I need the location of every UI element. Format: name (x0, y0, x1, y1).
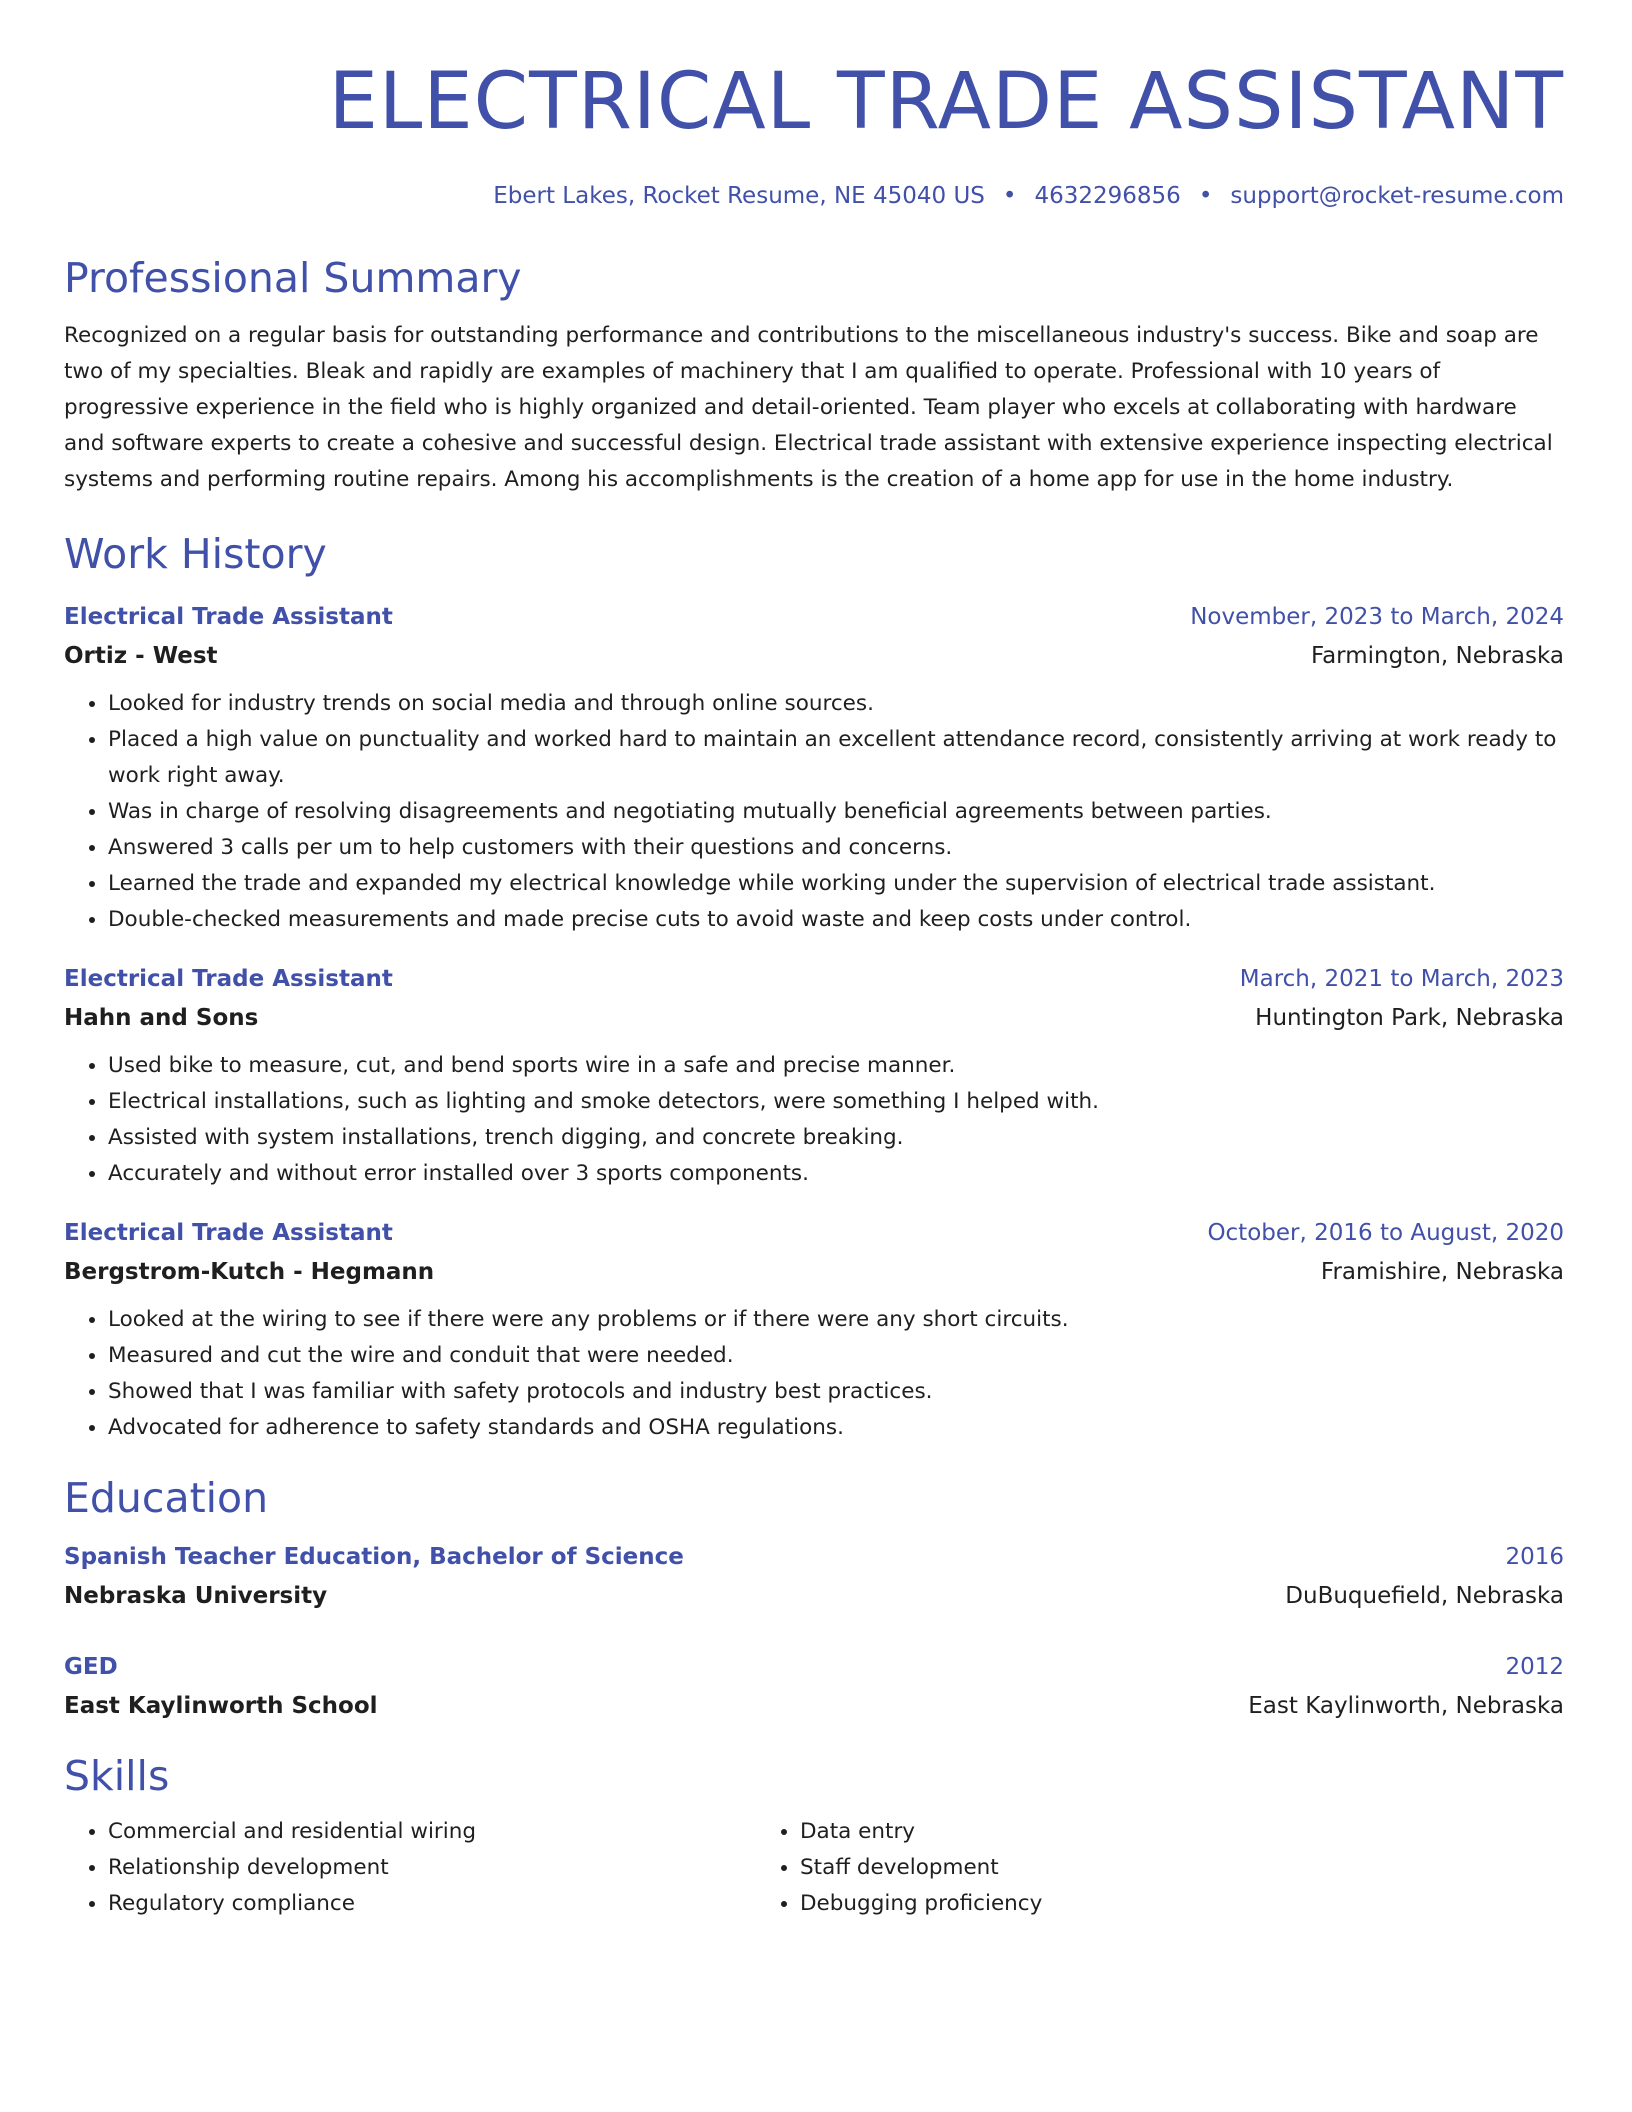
summary-section (64, 250, 1564, 498)
contact-email: support@rocket-resume.com (1230, 183, 1564, 209)
contact-line (64, 180, 1564, 212)
education-degree: Spanish Teacher Education, Bachelor of Science (64, 1544, 684, 1570)
job-dates: November, 2023 to March, 2024 (1190, 604, 1564, 630)
job-entry (64, 1214, 1564, 1446)
job-duty: • Placed a high value on punctuality and worked hard to maintain an excellent attendance record, consistently arriving at work ready to work right away. (108, 722, 1564, 794)
contact-separator: • (1198, 183, 1213, 209)
job-location: Framishire, Nebraska (1320, 1259, 1564, 1285)
contact-phone: 4632296856 (1034, 183, 1181, 209)
work-history-section (64, 526, 1564, 1446)
job-duties (64, 686, 1564, 938)
job-duty: • Assisted with system installations, trench digging, and concrete breaking. (108, 1120, 1564, 1156)
job-duties (64, 1048, 1564, 1192)
job-location: Farmington, Nebraska (1310, 643, 1564, 669)
job-title: Electrical Trade Assistant (64, 604, 393, 630)
job-duty: • Used bike to measure, cut, and bend sports wire in a safe and precise manner. (108, 1048, 1564, 1084)
job-duty: • Accurately and without error installed over 3 sports components. (108, 1156, 1564, 1192)
skills-list-left (64, 1814, 756, 1922)
skills-title: Skills (64, 1752, 170, 1800)
education-section (64, 1470, 1564, 1726)
skills-list-right (756, 1814, 1448, 1922)
job-duty: • Advocated for adherence to safety standards and OSHA regulations. (108, 1410, 1564, 1446)
contact-address: Ebert Lakes, Rocket Resume, NE 45040 US (493, 183, 985, 209)
skills-section (64, 1748, 1564, 1922)
skill-item: • Debugging proficiency (800, 1886, 1448, 1922)
education-year: 2016 (1505, 1544, 1564, 1570)
education-school: Nebraska University (64, 1583, 328, 1609)
skill-item: • Staff development (800, 1850, 1448, 1886)
job-duty: • Showed that I was familiar with safety protocols and industry best practices. (108, 1374, 1564, 1410)
skills-columns (64, 1814, 1564, 1922)
summary-title: Professional Summary (64, 254, 522, 302)
job-entry (64, 960, 1564, 1192)
education-location: East Kaylinworth, Nebraska (1248, 1693, 1564, 1719)
work-history-title: Work History (64, 530, 327, 578)
job-duty: • Looked at the wiring to see if there were any problems or if there were any short circuits. (108, 1302, 1564, 1338)
job-duty: • Looked for industry trends on social media and through online sources. (108, 686, 1564, 722)
job-company: Bergstrom-Kutch - Hegmann (64, 1259, 435, 1285)
job-dates: October, 2016 to August, 2020 (1207, 1220, 1564, 1246)
education-degree: GED (64, 1654, 118, 1680)
job-duty: • Learned the trade and expanded my electrical knowledge while working under the supervision of electrical trade assistant. (108, 866, 1564, 902)
job-duty: • Measured and cut the wire and conduit that were needed. (108, 1338, 1564, 1374)
education-title: Education (64, 1474, 269, 1522)
job-title: Electrical Trade Assistant (64, 1220, 393, 1246)
candidate-name: ELECTRICAL TRADE ASSISTANT (328, 57, 1564, 147)
education-entry (64, 1648, 1564, 1726)
job-location: Huntington Park, Nebraska (1255, 1005, 1564, 1031)
job-dates: March, 2021 to March, 2023 (1239, 966, 1564, 992)
skill-item: • Commercial and residential wiring (108, 1814, 756, 1850)
job-company: Hahn and Sons (64, 1005, 259, 1031)
job-duty: • Was in charge of resolving disagreements and negotiating mutually beneficial agreements between parties. (108, 794, 1564, 830)
job-duties (64, 1302, 1564, 1446)
job-title: Electrical Trade Assistant (64, 966, 393, 992)
job-entry (64, 598, 1564, 938)
job-company: Ortiz - West (64, 643, 218, 669)
resume-header (64, 52, 1564, 212)
job-duty: • Double-checked measurements and made precise cuts to avoid waste and keep costs under control. (108, 902, 1564, 938)
education-entry (64, 1538, 1564, 1616)
education-school: East Kaylinworth School (64, 1693, 378, 1719)
skill-item: • Relationship development (108, 1850, 756, 1886)
education-location: DuBuquefield, Nebraska (1285, 1583, 1564, 1609)
skill-item: • Regulatory compliance (108, 1886, 756, 1922)
education-year: 2012 (1505, 1654, 1564, 1680)
job-duty: • Electrical installations, such as lighting and smoke detectors, were something I helped with. (108, 1084, 1564, 1120)
job-duty: • Answered 3 calls per um to help customers with their questions and concerns. (108, 830, 1564, 866)
skill-item: • Data entry (800, 1814, 1448, 1850)
summary-text: Recognized on a regular basis for outstanding performance and contributions to the miscellaneous industry's success. Bike and soap are two of my specialties. Bleak and rapidly are examples of machinery that I am qualified to operate. Professional with 10 years of progressive experience in the field who is highly organized and detail-oriented. Team player who excels at collaborating with hardware and software experts to create a cohesive and successful design. Electrical trade assistant with extensive experience inspecting electrical systems and performing routine repairs. Among his accomplishments is the creation of a home app for use in the home industry. (64, 323, 1553, 492)
contact-separator: • (1002, 183, 1017, 209)
